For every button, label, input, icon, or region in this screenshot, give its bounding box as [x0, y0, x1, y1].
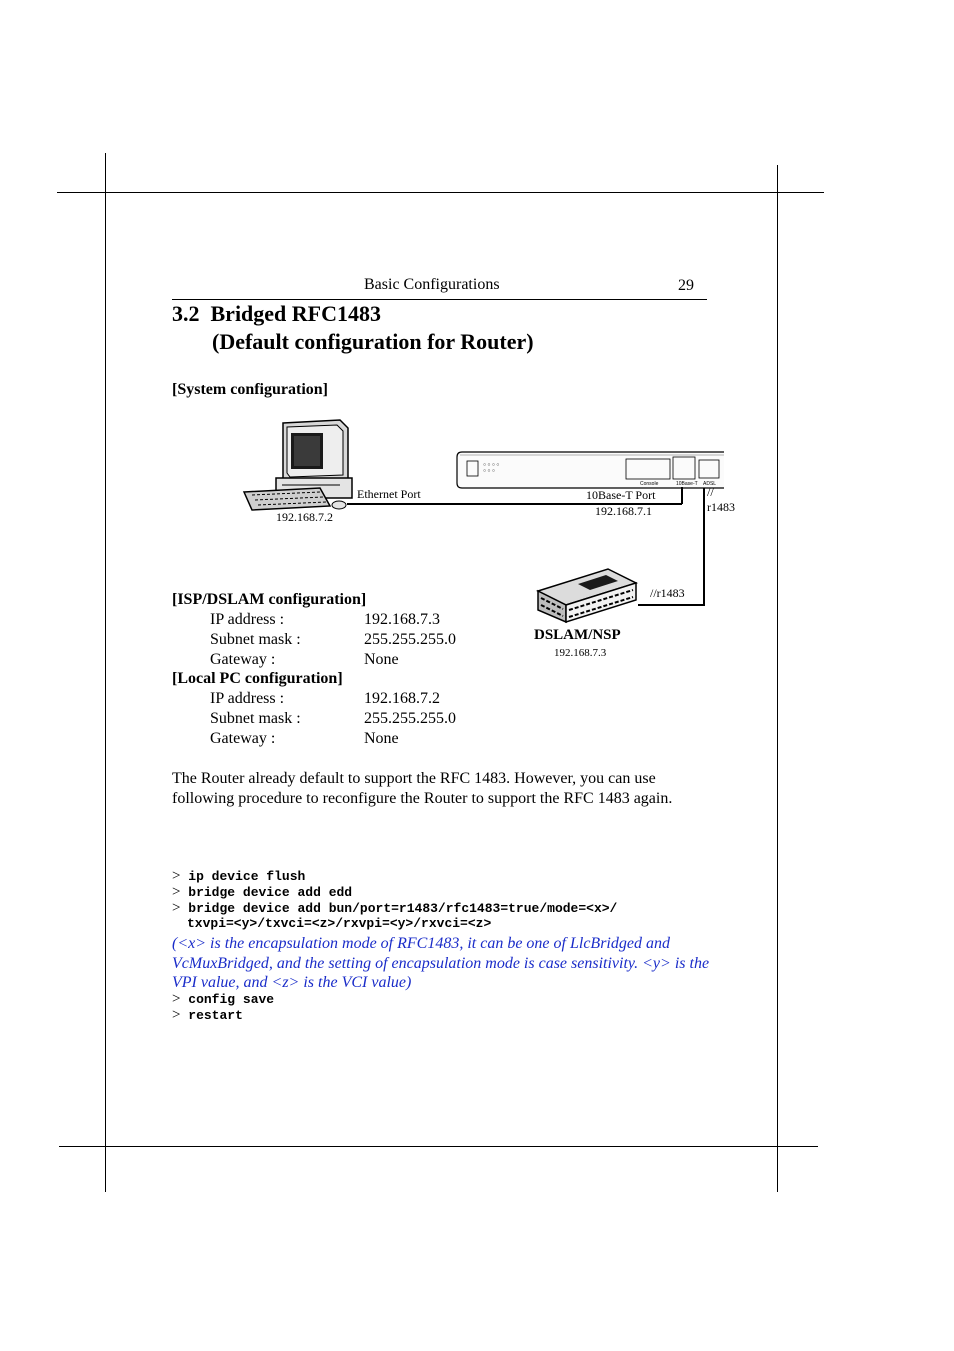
page-number: 29: [678, 277, 694, 294]
router-port-label: 10Base-T Port: [586, 488, 656, 502]
section-subtitle: (Default configuration for Router): [212, 329, 534, 354]
local-ip-key: IP address :: [210, 690, 285, 707]
dslam-ip-label: 192.168.7.3: [554, 647, 607, 659]
system-config-heading: [System configuration]: [172, 381, 328, 398]
crop-mark-bottom: [59, 1146, 818, 1147]
running-header: Basic Configurations: [364, 276, 500, 293]
command-line-3: > bridge device add bun/port=r1483/rfc1483=true/mode=<x>/: [172, 900, 618, 916]
isp-gateway-value: None: [364, 651, 399, 668]
isp-subnet-value: 255.255.255.0: [364, 631, 456, 648]
link-r1483-label: r1483: [707, 500, 735, 514]
isp-gateway-key: Gateway :: [210, 651, 276, 668]
encapsulation-note: (<x> is the encapsulation mode of RFC1483, it can be one of LlcBridged and VcMuxBridged, and the setting of encapsulation mode is case sensitivity. <y> is the VPI value, and <z> is the VCI value): [172, 935, 710, 991]
local-gateway-key: Gateway :: [210, 730, 276, 747]
command-line-4: > config save: [172, 991, 275, 1007]
router-panel-label-adsl: ADSL: [703, 481, 717, 487]
local-subnet-key: Subnet mask :: [210, 710, 301, 727]
command-line-1: > ip device flush: [172, 868, 306, 884]
section-number: 3.2: [172, 301, 200, 326]
local-config-heading: [Local PC configuration]: [172, 670, 343, 687]
command-line-2: > bridge device add edd: [172, 884, 353, 900]
router-ip-label: 192.168.7.1: [595, 504, 652, 518]
local-ip-value: 192.168.7.2: [364, 690, 440, 707]
svg-text:○ ○ ○: ○ ○ ○: [483, 468, 495, 474]
isp-subnet-key: Subnet mask :: [210, 631, 301, 648]
link-slashes-label: //: [707, 485, 714, 499]
dslam-link-label: //r1483: [650, 586, 685, 600]
dslam-building-icon: [538, 569, 636, 622]
command-line-5: > restart: [172, 1007, 243, 1023]
body-paragraph: The Router already default to support the RFC 1483. However, you can use following procedure to reconfigure the Router to support the RFC 1483 again.: [172, 770, 673, 807]
command-line-3-continued: txvpi=<y>/txvci=<z>/rxvpi=<y>/rxvci=<z>: [187, 916, 492, 931]
isp-config-heading: [ISP/DSLAM configuration]: [172, 591, 367, 608]
local-subnet-value: 255.255.255.0: [364, 710, 456, 727]
router-device-icon: [457, 452, 724, 488]
section-title-text: Bridged RFC1483: [210, 301, 381, 326]
isp-ip-key: IP address :: [210, 611, 285, 628]
isp-ip-value: 192.168.7.3: [364, 611, 440, 628]
router-panel-label-console: Console: [640, 481, 659, 487]
pc-computer-icon: [244, 420, 352, 510]
local-gateway-value: None: [364, 730, 399, 747]
ethernet-port-label: Ethernet Port: [357, 487, 421, 501]
pc-ip-label: 192.168.7.2: [276, 510, 333, 524]
svg-text:○ ○ ○ ○: ○ ○ ○ ○: [483, 462, 500, 468]
router-panel-label-10base: 10Base-T: [676, 481, 698, 487]
dslam-name-label: DSLAM/NSP: [534, 627, 621, 643]
